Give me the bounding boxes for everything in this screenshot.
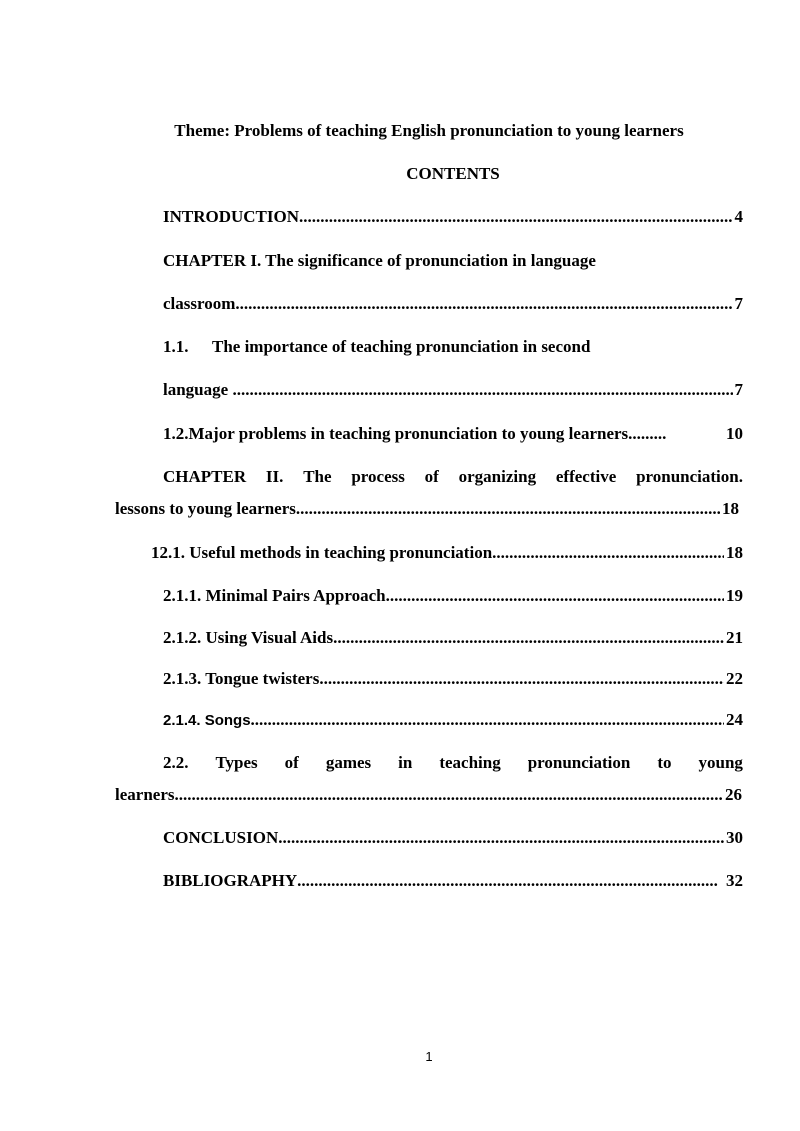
toc-entry-chapter1[interactable]: [163, 294, 743, 314]
toc-leader: [251, 710, 724, 730]
toc-word: The: [303, 467, 332, 486]
toc-entry-1-1[interactable]: [163, 380, 743, 400]
toc-leader: [386, 586, 724, 606]
toc-number: 1.1.: [163, 337, 189, 356]
toc-label: 1.2.Major problems in teaching pronunciation to young learners.........: [163, 424, 667, 443]
toc-word: to: [657, 753, 672, 772]
toc-leader: [232, 380, 732, 400]
toc-page: 21: [726, 628, 743, 647]
toc-word: in: [398, 753, 413, 772]
toc-word: 2.2.: [163, 753, 189, 772]
toc-label: INTRODUCTION: [163, 207, 300, 226]
toc-word: pronunciation.: [636, 467, 743, 486]
toc-page: 32: [726, 871, 743, 890]
toc-word: pronunciation: [527, 753, 631, 772]
toc-entry-conclusion[interactable]: [163, 828, 743, 848]
toc-leader: [333, 628, 724, 648]
toc-leader: [492, 543, 724, 563]
toc-word: teaching: [439, 753, 501, 772]
toc-page: 30: [726, 828, 743, 847]
toc-entry-2-1[interactable]: [151, 543, 743, 563]
toc-entry-2-2[interactable]: [115, 785, 742, 805]
toc-entry-chapter2[interactable]: [115, 499, 739, 519]
toc-word: process: [351, 467, 405, 486]
document-theme: Theme: Problems of teaching English pronunciation to young learners: [174, 121, 684, 140]
toc-entry-2-1-2[interactable]: [163, 628, 743, 648]
toc-label: 2.1.2. Using Visual Aids: [163, 628, 334, 647]
toc-page: 22: [726, 669, 743, 688]
toc-page: 19: [726, 586, 743, 605]
toc-entry-2-1-1[interactable]: [163, 586, 743, 606]
toc-leader: [174, 785, 723, 805]
toc-leader: [296, 499, 720, 519]
toc-word: games: [325, 753, 372, 772]
toc-entry-chapter2-title[interactable]: [163, 467, 743, 487]
toc-entry-introduction[interactable]: [163, 207, 743, 227]
toc-entry-2-1-3[interactable]: [163, 669, 743, 689]
toc-label: 2.1.1. Minimal Pairs Approach: [163, 586, 386, 605]
toc-page: 10: [726, 424, 743, 443]
page-number: 1: [425, 1049, 433, 1064]
toc-leader: [319, 669, 724, 689]
toc-leader: [235, 294, 732, 314]
toc-page: 7: [734, 294, 743, 313]
toc-word: organizing: [458, 467, 537, 486]
toc-entry-chapter1-title[interactable]: CHAPTER I. The significance of pronunciation in language: [163, 251, 596, 270]
toc-entry-1-2[interactable]: [163, 424, 743, 444]
toc-label: BIBLIOGRAPHY: [163, 871, 298, 890]
toc-label: language: [163, 380, 233, 399]
toc-label: The importance of teaching pronunciation in second: [212, 337, 591, 356]
contents-heading: CONTENTS: [406, 164, 500, 183]
toc-word: II.: [265, 467, 284, 486]
toc-page: 18: [726, 543, 743, 562]
toc-entry-2-1-4[interactable]: [163, 710, 743, 731]
toc-label: 2.1.4. Songs: [163, 712, 251, 729]
toc-entry-bibliography[interactable]: [163, 871, 743, 891]
toc-leader: [278, 828, 724, 848]
toc-label: 12.1. Useful methods in teaching pronunciation: [151, 543, 493, 562]
toc-label: 2.1.3. Tongue twisters: [163, 669, 320, 688]
toc-page: 24: [726, 710, 743, 729]
toc-entry-2-2-title[interactable]: [163, 753, 743, 773]
toc-entry-1-1-title[interactable]: [163, 337, 590, 357]
toc-label: lessons to young learners: [115, 499, 296, 518]
toc-page: 7: [734, 380, 743, 399]
toc-label: CONCLUSION: [163, 828, 279, 847]
toc-page: 4: [734, 207, 743, 226]
toc-word: of: [284, 753, 299, 772]
toc-leader: [299, 207, 732, 227]
toc-word: effective: [555, 467, 617, 486]
toc-page: 18: [722, 499, 739, 518]
toc-page: 26: [725, 785, 742, 804]
toc-label: learners: [115, 785, 175, 804]
toc-word: young: [698, 753, 743, 772]
toc-word: Types: [215, 753, 258, 772]
toc-leader: [297, 871, 718, 891]
toc-label: classroom: [163, 294, 236, 313]
toc-word: of: [424, 467, 439, 486]
toc-word: CHAPTER: [163, 467, 247, 486]
